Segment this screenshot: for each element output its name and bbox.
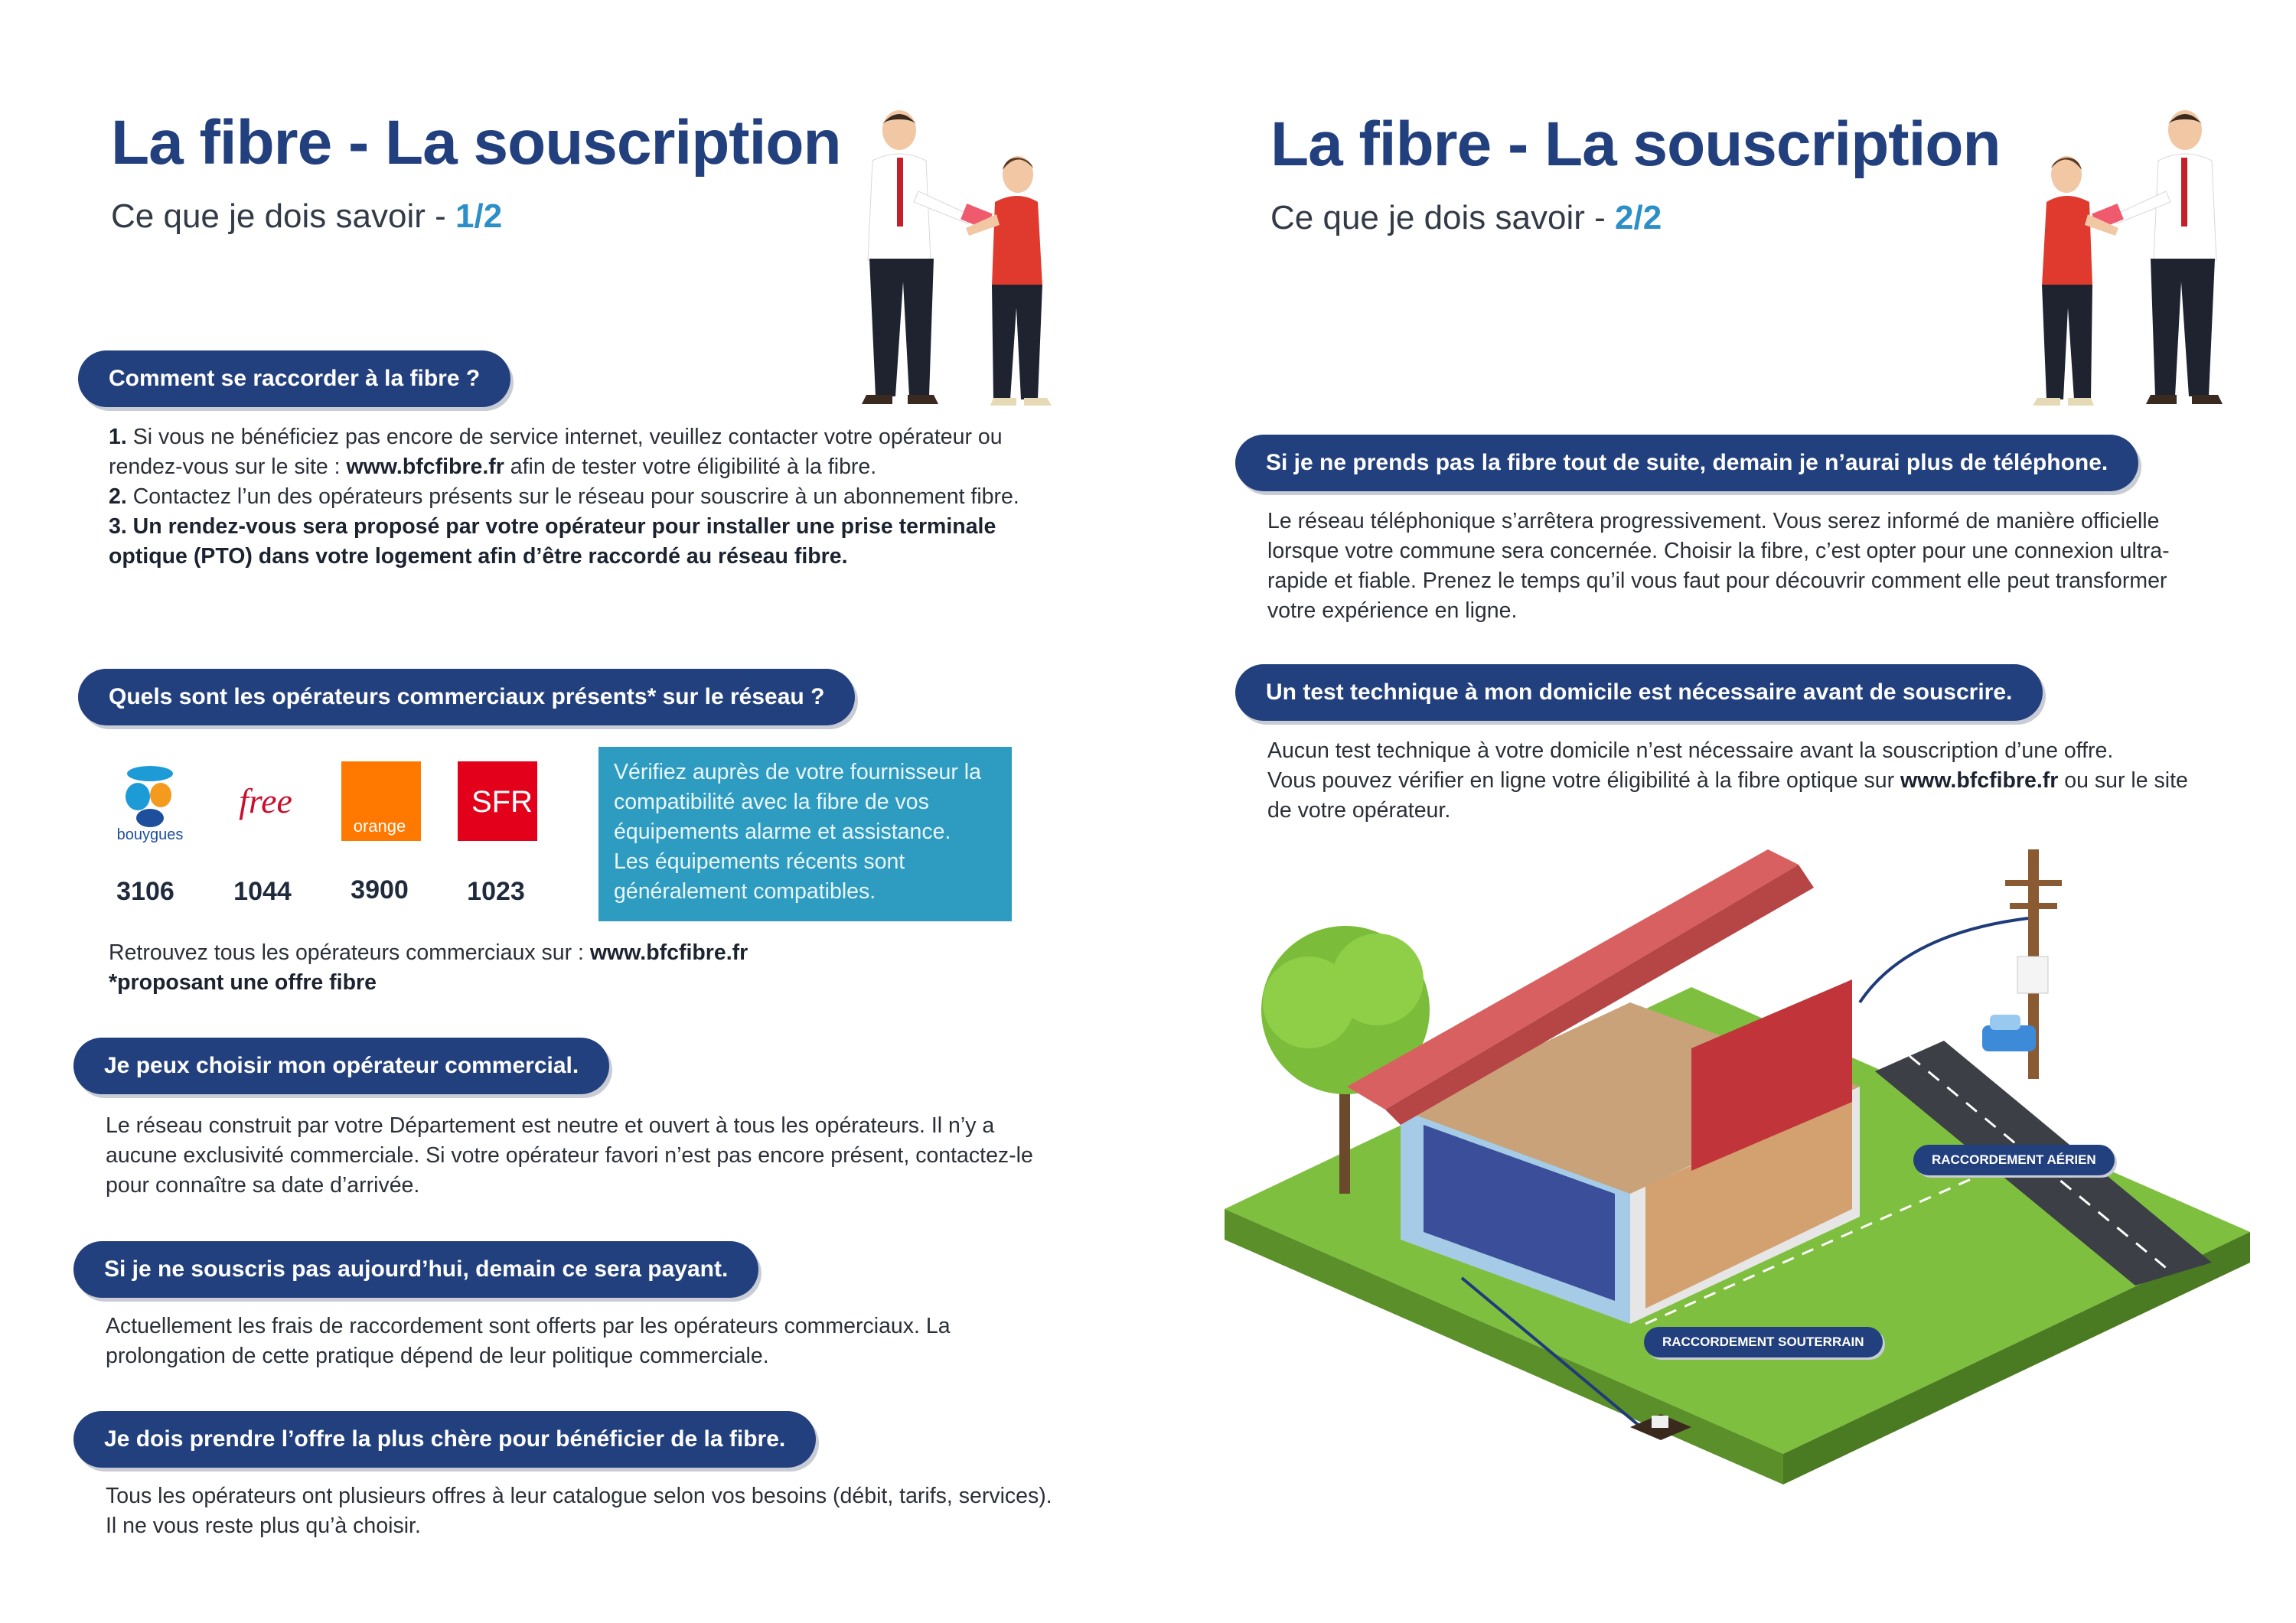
test-technique-text-2: Vous pouvez vérifier en ligne votre éligibilité à la fibre optique sur — [1267, 768, 1900, 793]
equipment-info-box — [598, 747, 1012, 921]
test-technique-text: Aucun test technique à votre domicile n’est nécessaire avant la souscription d’une offre. — [1267, 738, 2114, 763]
section-heading-choisir: Je peux choisir mon opérateur commercial. — [73, 1038, 609, 1094]
section-heading-raccorder: Comment se raccorder à la fibre ? — [78, 350, 510, 407]
people-handshake-illustration — [2020, 107, 2250, 413]
section-heading-telephone: Si je ne prends pas la fibre tout de suite, demain je n’aurai plus de téléphone. — [1235, 435, 2138, 491]
page-title: La fibre - La souscription — [1270, 109, 2001, 179]
operator-number-free: 1044 — [233, 877, 292, 906]
page-subtitle — [111, 197, 502, 236]
website-link[interactable]: www.bfcfibre.fr — [1900, 768, 2059, 793]
step-3-text: 3. Un rendez-vous sera proposé par votre opérateur pour installer une prise terminale optique (PTO) dans votre logement afin d’être raccordé au réseau fibre. — [109, 514, 996, 569]
page-title: La fibre - La souscription — [111, 108, 841, 178]
orange-logo-text: orange — [353, 816, 406, 836]
orange-logo-icon — [341, 761, 421, 841]
section-body-offre: Tous les opérateurs ont plusieurs offres à leur catalogue selon vos besoins (débit, tarifs, services). Il ne vous reste plus qu’à choisir. — [106, 1484, 1052, 1538]
website-link[interactable]: www.bfcfibre.fr — [346, 455, 504, 479]
website-link[interactable]: www.bfcfibre.fr — [589, 940, 748, 965]
operators-footer — [109, 938, 1027, 998]
footnote: *proposant une offre fibre — [109, 970, 377, 995]
bouygues-logo-icon — [107, 760, 193, 846]
section-body-telephone: Le réseau téléphonique s’arrêtera progressivement. Vous serez informé de manière officielle lorsque votre commune sera concernée. Choisir la fibre, c’est opter pour une connexion ultra-rapide et fiable. Prenez le temps qu’il vous faut pour découvrir comment elle peut transformer votre expérience en ligne. — [1267, 509, 2170, 623]
free-logo-icon — [223, 773, 308, 834]
people-handshake-illustration — [834, 107, 1064, 413]
step-number-2: 2. — [109, 484, 127, 509]
label-raccordement-souterrain: RACCORDEMENT SOUTERRAIN — [1644, 1327, 1883, 1357]
sfr-logo-text: SFR — [471, 785, 533, 819]
info-box-text: Vérifiez auprès de votre fournisseur la compatibilité avec la fibre de vos équipements alarme et assistance. — [614, 760, 981, 844]
bouygues-logo-text: bouygues — [116, 826, 184, 843]
subtitle-page-number: 1/2 — [455, 197, 503, 235]
sfr-logo-icon — [458, 761, 537, 841]
section-body-payant: Actuellement les frais de raccordement sont offerts par les opérateurs commerciaux. La prolongation de cette pratique dépend de leur politique commerciale. — [106, 1314, 951, 1368]
step-number-1: 1. — [109, 425, 127, 449]
operator-number-bouygues: 3106 — [116, 877, 174, 906]
house-connection-illustration — [1217, 849, 2258, 1546]
label-raccordement-aerien: RACCORDEMENT AÉRIEN — [1913, 1145, 2115, 1175]
section-heading-offre: Je dois prendre l’offre la plus chère pour bénéficier de la fibre. — [73, 1411, 816, 1468]
step-1-text-end: afin de tester votre éligibilité à la fibre. — [504, 455, 877, 479]
free-logo-text: free — [239, 781, 292, 820]
operator-number-orange: 3900 — [351, 875, 409, 904]
subtitle-prefix: Ce que je dois savoir - — [1270, 199, 1615, 236]
section-heading-test-technique: Un test technique à mon domicile est nécessaire avant de souscrire. — [1235, 664, 2043, 721]
subtitle-prefix: Ce que je dois savoir - — [111, 197, 455, 235]
step-1-text: Si vous ne bénéficiez pas encore de service internet, veuillez contacter votre opérateur ou rendez-vous sur le site : — [109, 425, 1003, 479]
page-subtitle — [1270, 199, 1662, 237]
section-body-raccorder — [109, 422, 1058, 572]
step-2-text: Contactez l’un des opérateurs présents sur le réseau pour souscrire à un abonnement fibre. — [126, 484, 1019, 509]
section-body-test-technique — [1267, 736, 2216, 826]
operator-number-sfr: 1023 — [467, 877, 525, 906]
operators-footer-text: Retrouvez tous les opérateurs commerciaux sur : — [109, 940, 590, 965]
right-page — [1148, 0, 2296, 1623]
section-heading-payant: Si je ne souscris pas aujourd’hui, demain ce sera payant. — [73, 1241, 758, 1298]
section-heading-operateurs: Quels sont les opérateurs commerciaux présents* sur le réseau ? — [78, 669, 855, 725]
info-box-text-2: Les équipements récents sont généralement compatibles. — [614, 849, 905, 904]
section-body-choisir: Le réseau construit par votre Département est neutre et ouvert à tous les opérateurs. Il n’y a aucune exclusivité commerciale. Si votre opérateur favori n’est pas encore présent, contactez-le pour connaître sa date d’arrivée. — [106, 1113, 1033, 1198]
test-technique-text-3: ou sur le site de votre opérateur. — [1267, 768, 2188, 823]
subtitle-page-number: 2/2 — [1615, 199, 1662, 236]
